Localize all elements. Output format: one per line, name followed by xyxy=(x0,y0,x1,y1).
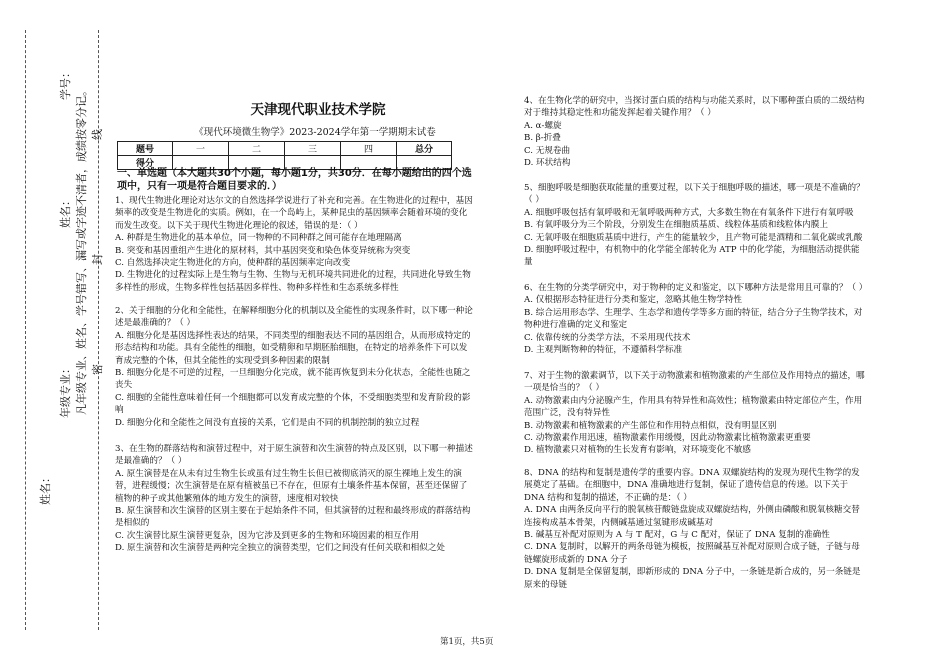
question-option: D. 原生演替和次生演替是两种完全独立的演替类型，它们之间没有任何关联和相似之处 xyxy=(115,543,446,554)
question-option: C. 动物激素作用迅速，植物激素作用缓慢，因此动物激素比植物激素更重要 xyxy=(524,433,811,444)
question-option: D. 环状结构 xyxy=(524,158,571,169)
question-option: D. 细胞呼吸过程中，有机物中的化学能全部转化为 ATP 中的化学能，为细胞活动提供能量 xyxy=(524,245,860,268)
question-option: D. 细胞分化和全能性之间没有直接的关系，它们是由不同的机制控制的独立过程 xyxy=(115,417,420,428)
major-label: 年级专业： xyxy=(59,363,72,418)
score-cell: 三 xyxy=(285,142,341,156)
question-stem: 1、现代生物进化理论对达尔文的自然选择学说进行了补充和完善。在生物进化的过程中，基因频率的改变是生物进化的实质。例如，在一个岛屿上，某种昆虫的基因频率会随着环境的变化而发生改变。以下关于现代生物进化理论的叙述，错误的是：（ ） xyxy=(115,196,473,231)
question-option: A. 细胞分化是基因选择性表达的结果，不同类型的细胞表达不同的基因组合，从而形成特定的形态结构和功能。具有全能性的细胞，如受精卵和早期胚胎细胞，在特定的培养条件下可以发育成完整的个体，但其全能性的实现受到多种因素的限制 xyxy=(115,330,471,366)
question-stem: 4、在生物化学的研究中，当探讨蛋白质的结构与功能关系时，以下哪种蛋白质的二级结构对于维持其稳定性和功能发挥起着关键作用？（ ） xyxy=(524,96,865,119)
section-heading: 一、单选题（本大题共30个小题，每小题1分，共30分．在每小题给出的四个选项中，只有一项是符合题目要求的．） xyxy=(117,168,472,192)
score-cell: 二 xyxy=(229,142,285,156)
seat-label: 姓名： xyxy=(39,472,52,505)
score-cell: 一 xyxy=(173,142,229,156)
question-option: B. 动物激素和植物激素的产生部位和作用特点相似，没有明显区别 xyxy=(524,420,777,431)
question-stem: 3、在生物的群落结构和演替过程中，对于原生演替和次生演替的特点及区别，以下哪一种描述是最准确的？（ ） xyxy=(115,444,473,467)
binding-margin xyxy=(0,0,105,672)
question-4 xyxy=(524,95,866,169)
question-stem: 7、对于生物的激素调节，以下关于动物激素和植物激素的产生部位及作用特点的描述，哪一项是恰当的？（ ） xyxy=(524,371,865,394)
binding-line-inner xyxy=(98,30,99,630)
question-7 xyxy=(524,370,866,457)
name-label: 姓名： xyxy=(59,195,72,228)
question-option: B. 综合运用形态学、生理学、生态学和遗传学等多方面的特征，结合分子生物学技术，对物种进行准确的定义和鉴定 xyxy=(524,307,863,331)
question-option: B. 突变和基因重组产生进化的原材料，其中基因突变和染色体变异统称为突变 xyxy=(115,245,411,256)
question-option: A. DNA 由两条反向平行的脱氧核苷酸链盘旋成双螺旋结构，外侧由磷酸和脱氧核糖交替连接构成基本骨架，内侧碱基通过氢键形成碱基对 xyxy=(524,505,860,528)
question-option: C. 依靠传统的分类学方法，不采用现代技术 xyxy=(524,332,691,343)
binding-char-mi: 密 xyxy=(91,364,104,375)
page-footer: 第1页，共5页 xyxy=(440,637,494,647)
question-option: C. 无氧呼吸在细胞质基质中进行，产生的能量较少，且产物可能是酒精和二氧化碳或乳酸 xyxy=(524,232,863,243)
binding-char-xian: 线 xyxy=(91,129,104,140)
question-option: C. 次生演替比原生演替更复杂，因为它涉及到更多的生物和环境因素的相互作用 xyxy=(115,530,419,541)
score-cell: 得分 xyxy=(118,156,173,170)
question-6 xyxy=(524,282,866,356)
binding-char-feng: 封 xyxy=(91,254,104,265)
question-option: D. 主观判断物种的特征，不遵循科学标准 xyxy=(524,345,683,356)
question-option: B. 碱基互补配对原则为 A 与 T 配对，G 与 C 配对，保证了 DNA 复制的准确性 xyxy=(524,530,830,541)
question-option: B. 原生演替和次生演替的区别主要在于起始条件不同，但其演替的过程和最终形成的群落结构是相似的 xyxy=(115,506,471,529)
question-option: B. 细胞分化是不可逆的过程，一旦细胞分化完成，就不能再恢复到未分化状态，全能性也随之丧失 xyxy=(115,368,471,391)
question-option: D. DNA 复制是全保留复制，即新形成的 DNA 分子中，一条链是新合成的，另一条链是原来的母链 xyxy=(524,567,861,590)
score-table-header-row xyxy=(118,142,452,156)
question-option: D. 植物激素只对植物的生长发育有影响，对环境变化不敏感 xyxy=(524,445,751,456)
score-cell: 总分 xyxy=(397,142,452,156)
question-8 xyxy=(524,467,866,591)
score-table xyxy=(117,141,452,170)
question-3 xyxy=(115,443,473,555)
question-option: C. 细胞的全能性意味着任何一个细胞都可以发育成完整的个体，不受细胞类型和发育阶段的影响 xyxy=(115,392,471,416)
score-cell: 四 xyxy=(341,142,397,156)
question-option: C. 自然选择决定生物进化的方向，使种群的基因频率定向改变 xyxy=(115,258,351,269)
question-option: A. 动物激素由内分泌腺产生，作用具有特异性和高效性；植物激素由特定部位产生，作用范围广泛，没有特异性 xyxy=(524,395,863,419)
question-option: A. α-螺旋 xyxy=(524,120,562,131)
binding-note: 凡年级专业、姓名、学号错写、漏写或字迹不清者，成绩按零分记。 xyxy=(75,85,88,415)
question-stem: 8、DNA 的结构和复制是遗传学的重要内容。DNA 双螺旋结构的发现为现代生物学的发展奠定了基础。在细胞中，DNA 准确地进行复制，保证了遗传信息的传递。以下关于 DNA 结构和复制的描述，不正确的是：（ ） xyxy=(524,468,860,503)
question-5 xyxy=(524,182,866,269)
question-option: C. DNA 复制时，以解开的两条母链为模板，按照碱基互补配对原则合成子链，子链与母链螺旋形成新的 DNA 分子 xyxy=(524,542,860,565)
question-option: D. 生物进化的过程实际上是生物与生物、生物与无机环境共同进化的过程，共同进化导致生物多样性的形成，生物多样性包括基因多样性、物种多样性和生态系统多样性 xyxy=(115,270,471,293)
school-title: 天津现代职业技术学院 xyxy=(250,102,386,118)
question-option: A. 原生演替是在从未有过生物生长或虽有过生物生长但已被彻底消灭的原生裸地上发生的演替，进程缓慢；次生演替是在原有植被虽已不存在，但原有土壤条件基本保留，甚至还保留了植物的种子或其他繁殖体的地方发生的演替，速度相对较快 xyxy=(115,468,468,504)
question-option: B. 有氧呼吸分为三个阶段，分别发生在细胞质基质、线粒体基质和线粒体内膜上 xyxy=(524,220,828,231)
question-option: A. 细胞呼吸包括有氧呼吸和无氧呼吸两种方式，大多数生物在有氧条件下进行有氧呼吸 xyxy=(524,207,854,218)
question-stem: 5、细胞呼吸是细胞获取能量的重要过程，以下关于细胞呼吸的描述，哪一项是不准确的？（ ） xyxy=(524,183,865,206)
question-option: C. 无规卷曲 xyxy=(524,145,571,156)
binding-line-outer xyxy=(25,30,26,630)
score-cell: 题号 xyxy=(118,142,173,156)
question-1 xyxy=(115,195,473,294)
question-stem: 6、在生物的分类学研究中，对于物种的定义和鉴定，以下哪种方法是常用且可靠的？（ ） xyxy=(524,283,868,293)
question-option: A. 种群是生物进化的基本单位，同一物种的不同种群之间可能存在地理隔离 xyxy=(115,233,402,244)
question-2 xyxy=(115,305,473,429)
id-label: 学号： xyxy=(59,67,72,100)
question-option: B. β-折叠 xyxy=(524,133,561,144)
question-stem: 2、关于细胞的分化和全能性，在解释细胞分化的机制以及全能性的实现条件时，以下哪一种论述是最准确的？（ ） xyxy=(115,306,473,329)
exam-title: 《现代环境微生物学》2023-2024学年第一学期期末试卷 xyxy=(194,127,436,138)
question-option: A. 仅根据形态特征进行分类和鉴定，忽略其他生物学特性 xyxy=(524,295,742,306)
